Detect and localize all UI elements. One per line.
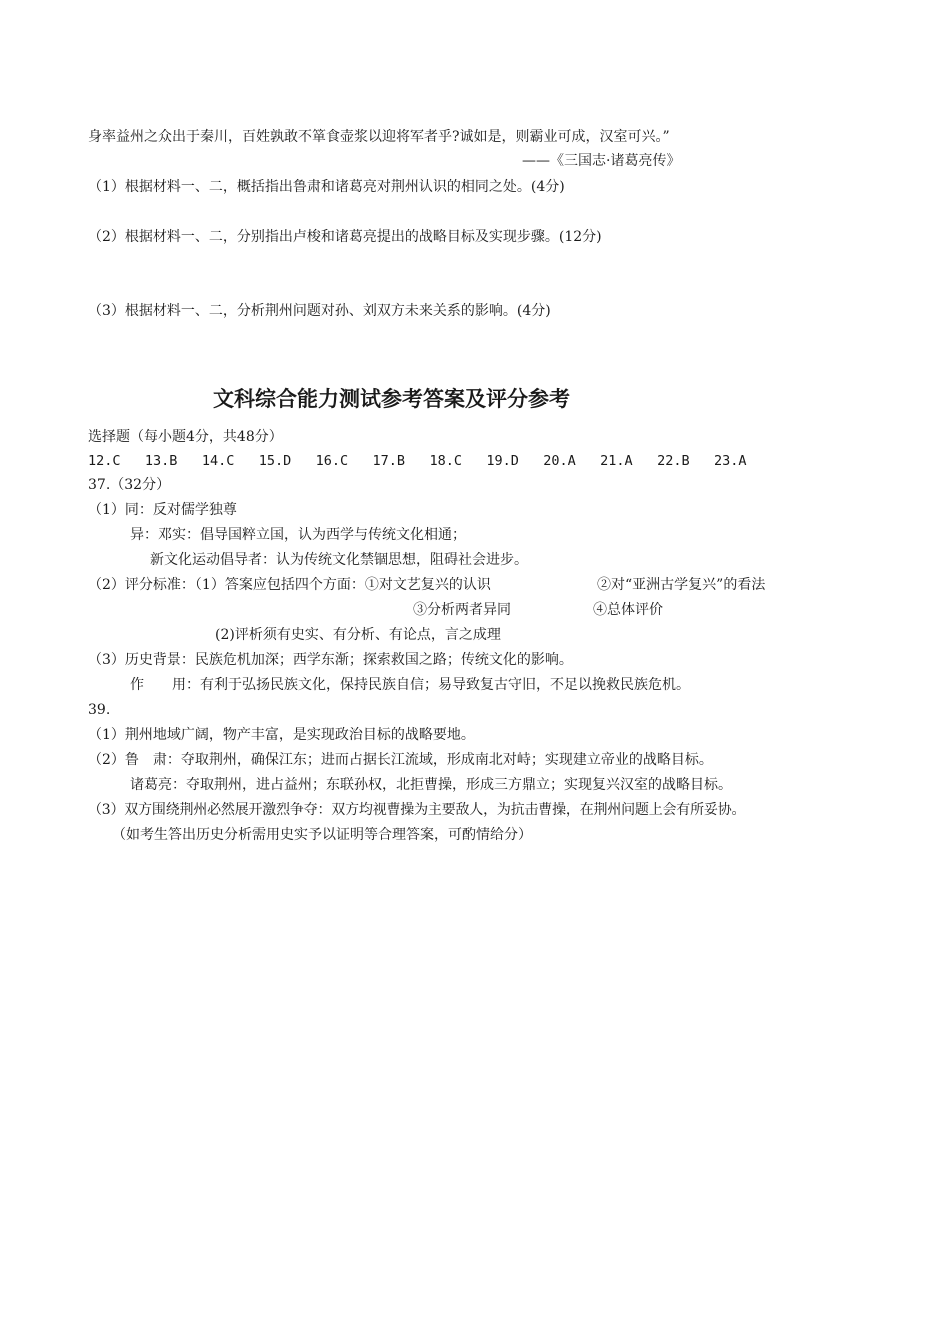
mc-answer: 12.C <box>88 453 121 469</box>
question-1: （1）根据材料一、二，概括指出鲁肃和诸葛亮对荆州认识的相同之处。(4分) <box>88 179 565 195</box>
q37-part2-item3: ③分析两者异同 <box>413 602 511 618</box>
q39-note: （如考生答出历史分析需用史实予以证明等合理答案，可酌情给分） <box>112 827 532 843</box>
mc-answer: 17.B <box>372 453 406 469</box>
q37-part2-line-c: (2)评析须有史实、有分析、有论点，言之成理 <box>215 627 501 643</box>
mc-answer: 20.A <box>543 453 576 469</box>
mc-answer: 21.A <box>600 453 633 469</box>
quote-source: ——《三国志·诸葛亮传》 <box>522 153 681 169</box>
q37-part1-diff-a: 异：邓实：倡导国粹立国，认为西学与传统文化相通； <box>130 527 466 543</box>
mc-heading: 选择题（每小题4分，共48分） <box>88 429 283 445</box>
question-2: （2）根据材料一、二，分别指出卢梭和诸葛亮提出的战略目标及实现步骤。(12分) <box>88 229 602 245</box>
q37-part1-diff-b: 新文化运动倡导者：认为传统文化禁锢思想，阻碍社会进步。 <box>150 552 528 568</box>
mc-answer: 19.D <box>486 453 519 469</box>
q39-part3: （3）双方围绕荆州必然展开激烈争夺：双方均视曹操为主要敌人，为抗击曹操，在荆州问题上会有所妥协。 <box>88 802 746 818</box>
q37-part2-line-a: （2）评分标准：（1）答案应包括四个方面：①对文艺复兴的认识 <box>88 577 491 593</box>
q37-part3-background: （3）历史背景：民族危机加深；西学东渐；探索救国之路；传统文化的影响。 <box>88 652 573 668</box>
q37-part2-line-a2: ②对“亚洲古学复兴”的看法 <box>597 577 766 593</box>
q37-part3-effect-label: 作 用： <box>130 677 200 693</box>
mc-answer: 23.A <box>713 453 747 469</box>
q37-part3-effect <box>130 676 690 694</box>
question-3: （3）根据材料一、二，分析荆州问题对孙、刘双方未来关系的影响。(4分) <box>88 303 551 319</box>
q39-part2-lusu: （2）鲁 肃：夺取荆州，确保江东；进而占据长江流域，形成南北对峙；实现建立帝业的战略目标。 <box>88 752 713 768</box>
mc-answer: 13.B <box>144 453 178 469</box>
q39-part2-zhuge: 诸葛亮：夺取荆州，进占益州；东联孙权，北拒曹操，形成三方鼎立；实现复兴汉室的战略目标。 <box>130 777 732 793</box>
q37-part2-item4: ④总体评价 <box>593 602 663 618</box>
q37-heading: 37.（32分） <box>88 477 171 493</box>
q39-heading: 39. <box>88 702 111 718</box>
mc-answer: 22.B <box>657 453 690 469</box>
mc-answer: 16.C <box>315 453 349 469</box>
quote-line: 身率益州之众出于秦川，百姓孰敢不箪食壶浆以迎将军者乎?诚如是，则霸业可成，汉室可兴。” <box>88 129 670 145</box>
mc-answers-row <box>88 452 746 470</box>
answer-title: 文科综合能力测试参考答案及评分参考 <box>213 387 570 411</box>
q37-part3-effect-text: 有利于弘扬民族文化，保持民族自信；易导致复古守旧，不足以挽救民族危机。 <box>200 677 690 693</box>
q39-part1: （1）荆州地域广阔，物产丰富，是实现政治目标的战略要地。 <box>88 727 475 743</box>
mc-answer: 18.C <box>429 453 462 469</box>
mc-answer: 15.D <box>258 453 292 469</box>
q37-part1-same: （1）同：反对儒学独尊 <box>88 502 237 518</box>
mc-answer: 14.C <box>201 453 235 469</box>
